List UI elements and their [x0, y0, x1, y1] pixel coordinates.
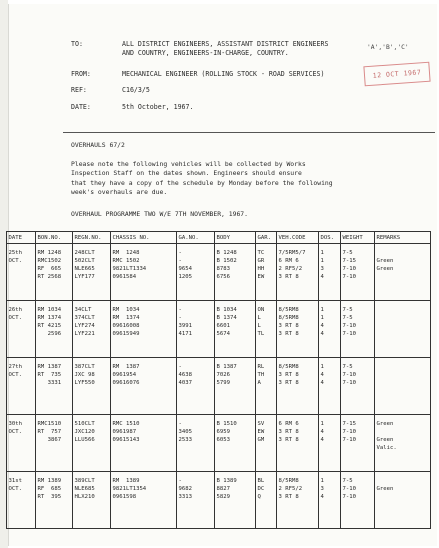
cell-weight: 7-5 7-5 7-10 7-10 — [341, 301, 375, 358]
to-value-line2: AND COUNTRY, ENGINEERS-IN-CHARGE, COUNTRY. — [122, 49, 289, 57]
cell-gar: RL TH A — [256, 358, 277, 415]
cell-vehcode: 6 RM 6 3 RT 8 3 RT 8 — [277, 415, 319, 472]
date-value: 5th October, 1967. — [122, 103, 194, 111]
to-value-line1: ALL DISTRICT ENGINEERS, ASSISTANT DISTRICT ENGINEERS — [122, 40, 329, 48]
cell-ga: - 4638 4037 — [177, 358, 215, 415]
cell-vehcode: 8/5RM8 2 RF5/2 3 RT 8 — [277, 472, 319, 529]
paragraph-line: Please note the following vehicles will be collected by Works — [71, 160, 306, 168]
cell-dos: 1 4 4 — [319, 358, 341, 415]
col-header: GAR. — [256, 232, 277, 244]
cell-vehcode: 7/5RM5/7 6 RM 6 2 RF5/2 3 RT 8 — [277, 244, 319, 301]
cell-body: B 1034 B 1374 6601 5674 — [215, 301, 256, 358]
cell-remarks: Green Green Valic. — [375, 415, 431, 472]
cell-chassis: RMC 1510 0961987 09615143 — [111, 415, 177, 472]
cell-dos: 1 1 3 4 — [319, 244, 341, 301]
ref-value: C16/3/5 — [122, 86, 150, 94]
col-header: REGN.NO. — [73, 232, 111, 244]
col-header: BODY — [215, 232, 256, 244]
col-header: DOS. — [319, 232, 341, 244]
cell-chassis: RM 1034 RM 1374 09616008 09615949 — [111, 301, 177, 358]
cell-gar: BL DC Q — [256, 472, 277, 529]
cell-bon: RM 1387 RT 735 3331 — [36, 358, 73, 415]
col-header: VEH.CODE — [277, 232, 319, 244]
cell-ga: - - 3991 4171 — [177, 301, 215, 358]
cell-remarks: Green — [375, 472, 431, 529]
paragraph-line: week's overhauls are due. — [71, 188, 168, 197]
overhaul-schedule-table — [6, 231, 431, 529]
cell-remarks — [375, 358, 431, 415]
cell-vehcode: 8/5RM8 3 RT 8 3 RT 8 — [277, 358, 319, 415]
cell-remarks — [375, 301, 431, 358]
cell-ga: - - 9654 1205 — [177, 244, 215, 301]
instruction-paragraph — [71, 160, 431, 198]
header-divider — [63, 132, 435, 133]
programme-title: OVERHAUL PROGRAMME TWO W/E 7TH NOVEMBER, 1967. — [71, 210, 248, 218]
cell-ga: - 3405 2533 — [177, 415, 215, 472]
col-header: BON.NO. — [36, 232, 73, 244]
paragraph-line: that they have a copy of the schedule by Monday before the following — [71, 178, 333, 187]
col-header: REMARKS — [375, 232, 431, 244]
cell-weight: 7-5 7-15 7-10 7-10 — [341, 244, 375, 301]
cell-chassis: RM 1389 9821LT1354 0961598 — [111, 472, 177, 529]
cell-gar: ON L L TL — [256, 301, 277, 358]
cell-bon: RM 1389 RF 685 RT 395 — [36, 472, 73, 529]
cell-weight: 7-5 7-10 7-10 — [341, 358, 375, 415]
from-label: FROM: — [71, 70, 91, 78]
ref-label: REF: — [71, 86, 87, 94]
cell-date: 31st OCT. — [7, 472, 36, 529]
cell-body: B 1387 7026 5799 — [215, 358, 256, 415]
to-label: TO: — [71, 40, 83, 48]
table-row — [7, 472, 431, 529]
col-header: DATE — [7, 232, 36, 244]
col-header: GA.NO. — [177, 232, 215, 244]
stamp-date: 12 OCT 1967 — [372, 68, 422, 80]
cell-chassis: RM 1248 RMC 1502 9821LT1334 0961584 — [111, 244, 177, 301]
table-row — [7, 415, 431, 472]
cell-regn: 510CLT JXC120 LLU566 — [73, 415, 111, 472]
cell-body: B 1389 8827 5829 — [215, 472, 256, 529]
col-header: WEIGHT — [341, 232, 375, 244]
cell-dos: 1 4 4 — [319, 415, 341, 472]
subject-line: OVERHAULS 67/2 — [71, 141, 125, 149]
table-row — [7, 244, 431, 301]
cell-regn: 248CLT 502CLT NLE665 LYF177 — [73, 244, 111, 301]
cell-date: 27th OCT. — [7, 358, 36, 415]
table-header-row — [7, 232, 431, 244]
cell-ga: - 9682 3313 — [177, 472, 215, 529]
cell-dos: 1 3 4 — [319, 472, 341, 529]
cell-gar: SV EW GM — [256, 415, 277, 472]
cell-chassis: RM 1387 0961954 09616076 — [111, 358, 177, 415]
cell-regn: 389CLT NLE685 HLX210 — [73, 472, 111, 529]
cell-date: 26th OCT. — [7, 301, 36, 358]
date-label: DATE: — [71, 103, 91, 111]
cell-body: B 1510 6959 6053 — [215, 415, 256, 472]
from-value: MECHANICAL ENGINEER (ROLLING STOCK - ROAD SERVICES) — [122, 70, 325, 78]
cell-bon: RM 1248 RMC1502 RF 665 RT 2568 — [36, 244, 73, 301]
table-row — [7, 358, 431, 415]
cell-dos: 1 1 4 4 — [319, 301, 341, 358]
cell-date: 25th OCT. — [7, 244, 36, 301]
cell-weight: 7-5 7-10 7-10 — [341, 472, 375, 529]
cell-body: B 1248 B 1502 8783 6756 — [215, 244, 256, 301]
cell-weight: 7-15 7-10 7-10 — [341, 415, 375, 472]
paragraph-line: Inspection Staff on the dates shown. Engineers should ensure — [71, 169, 302, 178]
distribution-codes: 'A','B','C' — [367, 44, 409, 51]
cell-regn: 34CLT 374CLT LYF274 LYF221 — [73, 301, 111, 358]
received-stamp — [363, 62, 430, 87]
cell-remarks: Green Green — [375, 244, 431, 301]
cell-regn: 387CLT JXC 98 LYF550 — [73, 358, 111, 415]
cell-bon: RM 1034 RM 1374 RT 4215 2596 — [36, 301, 73, 358]
col-header: CHASSIS NO. — [111, 232, 177, 244]
cell-date: 30th OCT. — [7, 415, 36, 472]
cell-vehcode: 8/5RM8 8/5RM8 3 RT 8 3 RT 8 — [277, 301, 319, 358]
cell-bon: RMC1510 RT 757 3867 — [36, 415, 73, 472]
table-row — [7, 301, 431, 358]
cell-gar: TC GR HH EW — [256, 244, 277, 301]
